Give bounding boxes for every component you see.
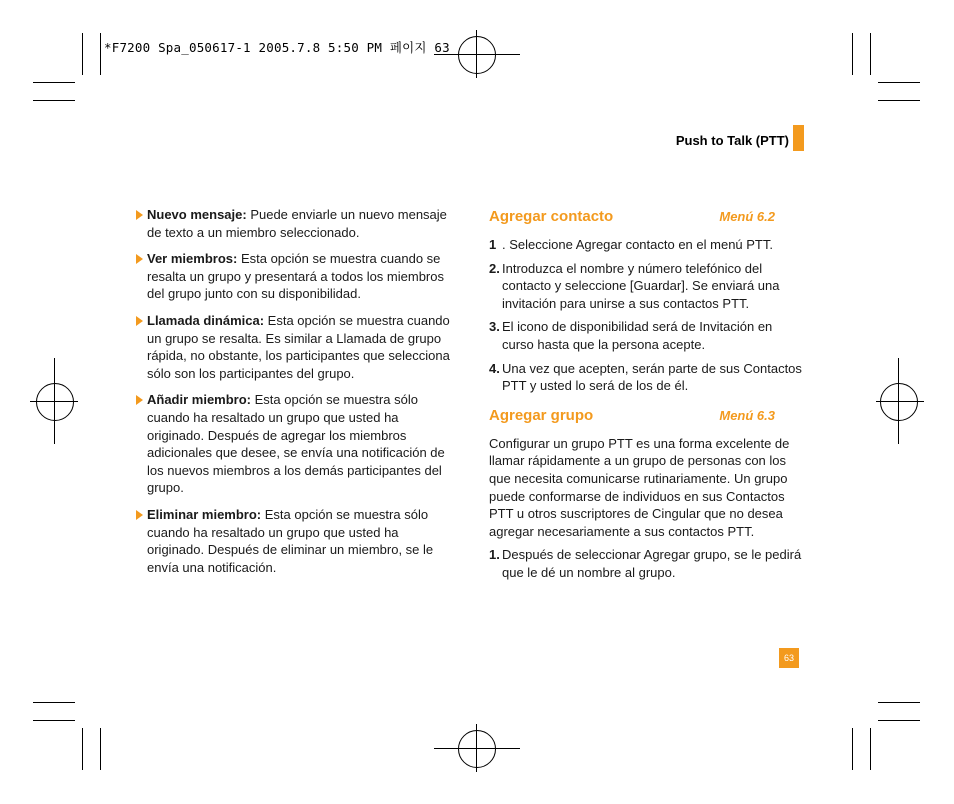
page-header-title: Push to Talk (PTT): [675, 133, 789, 148]
numbered-step: [489, 260, 805, 313]
section-title: Agregar contacto: [489, 208, 614, 225]
crop-mark: [100, 33, 101, 75]
right-column: [489, 208, 805, 588]
page-number: 63: [779, 648, 799, 668]
crop-mark: [878, 702, 920, 703]
step-text: El icono de disponibilidad será de Invitación en curso hasta que la persona acepte.: [502, 319, 773, 352]
print-slug: *F7200 Spa_050617-1 2005.7.8 5:50 PM 페이지 63: [104, 40, 450, 55]
step-number: 2.: [489, 260, 500, 276]
section-heading: [489, 208, 805, 230]
crop-mark: [878, 720, 920, 721]
bullet-text: Esta opción se muestra sólo cuando ha resaltado un grupo que usted ha originado. Después de agregar los miembros adicionales que desee, se envía una notificación de los nuevos miembros a los demás participantes del grupo.: [147, 392, 445, 496]
crop-mark: [870, 33, 871, 75]
step-text: Una vez que acepten, serán parte de sus Contactos PTT y usted lo será de los de él.: [502, 360, 802, 394]
bullet-text: Esta opción se muestra cuando un grupo se resalta. Es similar a Llamada de grupo rápida, no obstante, los participantes que selecciona sólo son los participantes del grupo.: [147, 312, 450, 381]
bullet-text: Esta opción se muestra cuando se resalta un grupo y presentará a todos los miembros del grupo junto con su disponibilidad.: [147, 251, 444, 302]
section-title: Agregar grupo: [489, 406, 594, 424]
arrow-bullet-icon: [136, 254, 143, 264]
crop-mark: [878, 100, 920, 101]
registration-mark: [458, 36, 496, 74]
numbered-step: [489, 318, 805, 353]
step-number: 3.: [489, 319, 500, 335]
list-item: [136, 250, 451, 303]
crop-mark: [82, 33, 83, 75]
crop-mark: [870, 728, 871, 770]
step-number: 1.: [489, 547, 500, 563]
registration-mark: [458, 730, 496, 768]
menu-reference: Menú 6.3: [719, 407, 775, 423]
crop-mark: [852, 33, 853, 75]
crop-mark: [476, 30, 477, 78]
bullet-term: Llamada dinámica:: [147, 312, 265, 328]
bullet-term: Añadir miembro:: [147, 392, 252, 408]
list-item: [136, 312, 451, 382]
numbered-step: [489, 360, 805, 395]
list-item: [136, 391, 451, 497]
list-item: [136, 506, 451, 576]
crop-mark: [878, 82, 920, 83]
crop-mark: [33, 100, 75, 101]
bullet-term: Ver miembros:: [147, 251, 238, 267]
registration-mark: [880, 383, 918, 421]
bullet-text: Puede enviarle un nuevo mensaje de texto a un miembro seleccionado.: [147, 207, 447, 240]
crop-mark: [54, 358, 55, 444]
arrow-bullet-icon: [136, 510, 143, 520]
arrow-bullet-icon: [136, 395, 143, 405]
step-number: 4.: [489, 360, 500, 376]
arrow-bullet-icon: [136, 316, 143, 326]
crop-mark: [434, 748, 520, 749]
header-tab: [793, 125, 804, 151]
menu-reference: Menú 6.2: [719, 209, 775, 224]
crop-mark: [33, 82, 75, 83]
crop-mark: [898, 358, 899, 444]
section-heading: [489, 407, 805, 429]
crop-mark: [852, 728, 853, 770]
step-text: Después de seleccionar Agregar grupo, se le pedirá que le dé un nombre al grupo.: [502, 547, 802, 580]
arrow-bullet-icon: [136, 210, 143, 220]
step-number: 1: [489, 237, 497, 252]
step-text: . Seleccione Agregar contacto en el menú PTT.: [502, 237, 773, 252]
bullet-term: Eliminar miembro:: [147, 506, 262, 522]
numbered-step: [489, 236, 805, 254]
crop-mark: [82, 728, 83, 770]
step-text: Introduzca el nombre y número telefónico del contacto y seleccione [Guardar]. Se enviará una invitación para unirse a sus contactos PTT.: [502, 260, 780, 311]
bullet-term: Nuevo mensaje:: [147, 207, 247, 222]
registration-mark: [36, 383, 74, 421]
crop-mark: [876, 401, 924, 402]
section-intro: Configurar un grupo PTT es una forma excelente de llamar rápidamente a un grupo de personas con los que necesita comunicarse rutinariamente. Un grupo puede conformarse de individuos en sus Contactos PTT u otros suscriptores de Cingular que no desea agregar necesariamente a sus contactos PTT.: [489, 435, 790, 539]
bullet-text: Esta opción se muestra sólo cuando ha resaltado un grupo que usted ha originado. Después de eliminar un miembro, se le envía una notificación.: [147, 506, 434, 575]
crop-mark: [100, 728, 101, 770]
crop-mark: [33, 720, 75, 721]
left-column: [136, 206, 451, 585]
numbered-step: [489, 546, 805, 581]
crop-mark: [33, 702, 75, 703]
list-item: [136, 206, 451, 241]
crop-mark: [476, 724, 477, 772]
